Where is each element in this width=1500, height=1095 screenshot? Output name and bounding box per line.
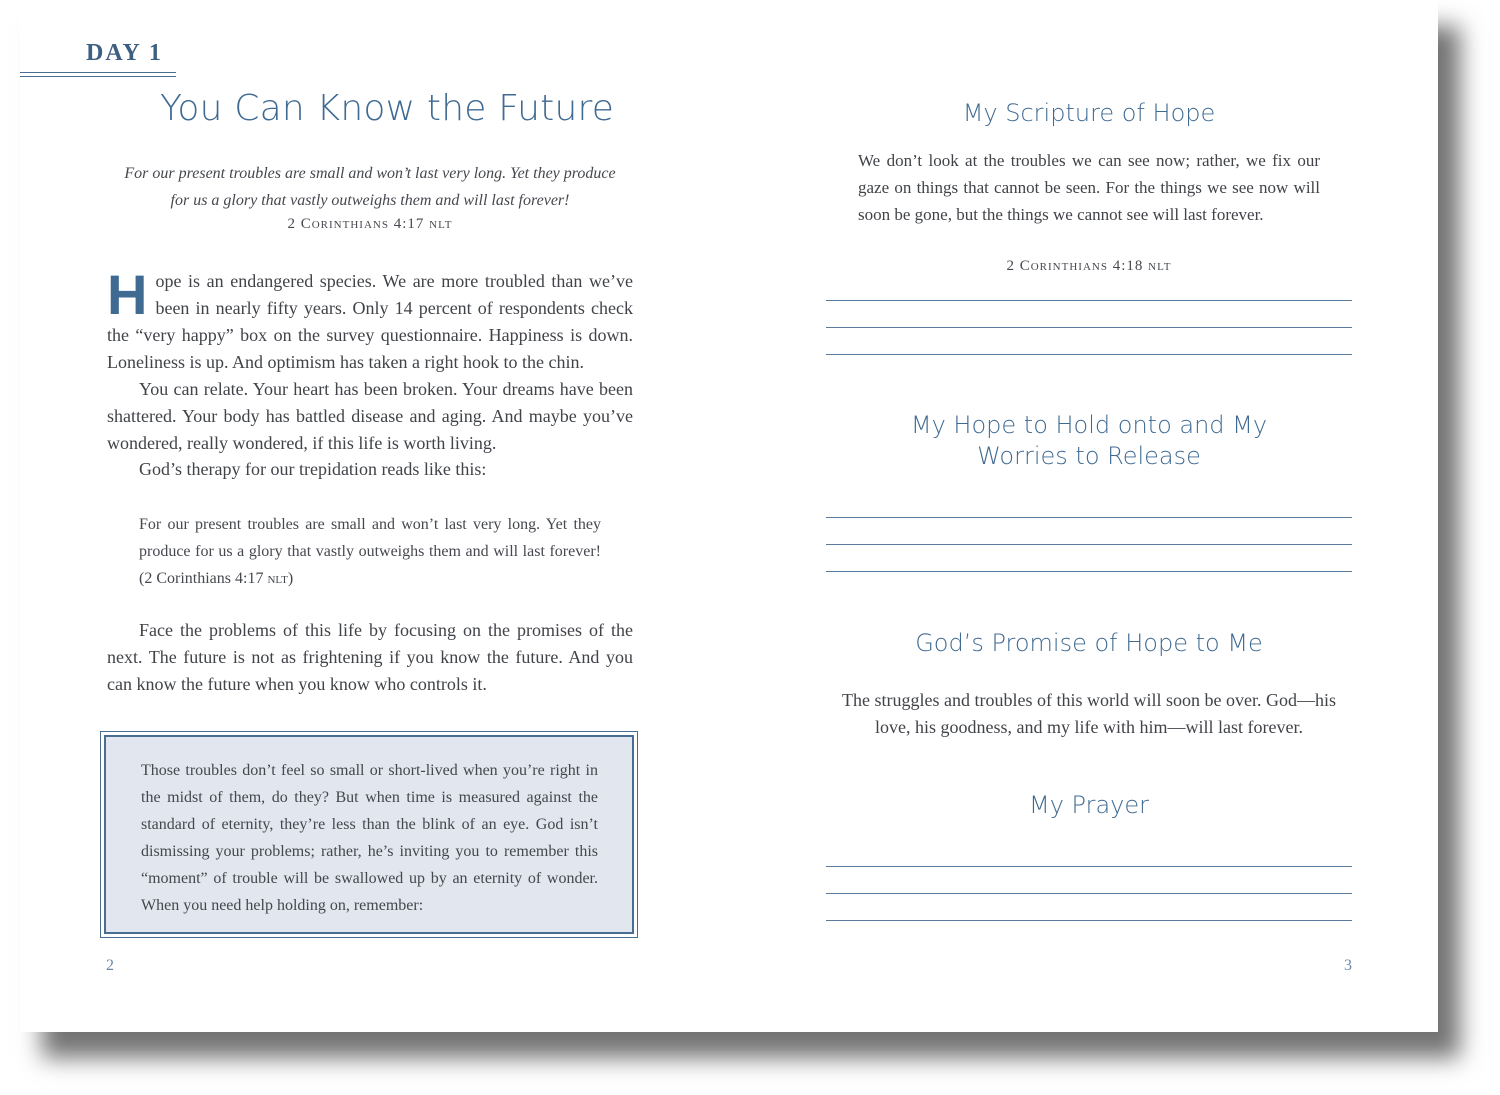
promise-heading: God’s Promise of Hope to Me	[915, 629, 1263, 657]
epigraph-reference	[116, 216, 624, 233]
day-rule-top	[20, 72, 176, 73]
block-quote-text: For our present troubles are small and won’t last very long. Yet they produce for us a glory that vastly outweighs them and will last forever! (2 Corinthians 4:17	[139, 516, 601, 587]
page-number-right: 3	[1344, 957, 1352, 974]
right-page	[740, 0, 1438, 1032]
writing-line[interactable]	[826, 517, 1352, 518]
paragraph-3: God’s therapy for our trepidation reads like this:	[139, 459, 487, 479]
day-label: DAY 1	[86, 40, 163, 66]
block-quote-close: )	[287, 570, 294, 587]
writing-line[interactable]	[826, 920, 1352, 921]
page-number-left: 2	[106, 957, 114, 974]
block-quote	[139, 511, 601, 592]
writing-line[interactable]	[826, 893, 1352, 894]
paragraph-4: Face the problems of this life by focusing on the promises of the next. The future is not as frightening if you know the future. And you can know the future when you know who controls it.	[107, 620, 633, 694]
writing-line[interactable]	[826, 571, 1352, 572]
paragraph-1	[107, 263, 633, 376]
paragraph-2: You can relate. Your heart has been broken. Your dreams have been shattered. Your body has battled disease and aging. And maybe you’ve wondered, really wondered, if this life is worth living.	[107, 379, 633, 453]
callout-text: Those troubles don’t feel so small or short-lived when you’re right in the midst of them, do they? But when time is measured against the standard of eternity, they’re less than the blink of an eye. God isn’t dismissing your problems; rather, he’s inviting you to remember this “moment” of trouble will be swallowed up by an eternity of wonder. When you need help holding on, remember:	[104, 735, 634, 934]
epigraph: For our present troubles are small and won’t last very long. Yet they produce for us a glory that vastly outweighs them and will last forever!	[124, 165, 616, 209]
writing-line[interactable]	[826, 327, 1352, 328]
prayer-heading: My Prayer	[1029, 791, 1149, 819]
left-page	[20, 0, 740, 1032]
hope-heading-line-1: My Hope to Hold onto and My	[910, 411, 1268, 439]
writing-line[interactable]	[826, 866, 1352, 867]
page-title: You Can Know the Future	[160, 88, 615, 129]
epigraph-ref-main: 2 Corinthians 4:17	[287, 216, 425, 232]
drop-cap: H	[107, 263, 148, 326]
block-quote-version: nlt	[267, 570, 288, 587]
writing-line[interactable]	[826, 300, 1352, 301]
scripture-ref-main: 2 Corinthians 4:18	[1006, 258, 1144, 274]
hope-heading-line-2: Worries to Release	[977, 442, 1201, 470]
scripture-text: We don’t look at the troubles we can see now; rather, we fix our gaze on things that cannot be seen. For the things we see now will soon be gone, but the things we cannot see will last forever.	[858, 151, 1320, 224]
promise-text: The struggles and troubles of this world will soon be over. God—his love, his goodness, and my life with him—will last forever.	[842, 690, 1336, 737]
scripture-ref-version: nlt	[1148, 258, 1172, 274]
paragraph-1-text: ope is an endangered species. We are more troubled than we’ve been in nearly fifty years. Only 14 percent of respondents check the “very happy” box on the survey questionnaire. Happiness is down. Loneliness is up. And optimism has taken a right hook to the chin.	[107, 271, 633, 372]
callout-box	[100, 731, 638, 938]
scripture-heading: My Scripture of Hope	[962, 99, 1216, 127]
hope-heading	[826, 410, 1352, 472]
writing-line[interactable]	[826, 354, 1352, 355]
writing-line[interactable]	[826, 544, 1352, 545]
scripture-reference	[858, 258, 1320, 275]
day-rule-bottom	[20, 76, 176, 77]
epigraph-ref-version: nlt	[429, 216, 453, 232]
